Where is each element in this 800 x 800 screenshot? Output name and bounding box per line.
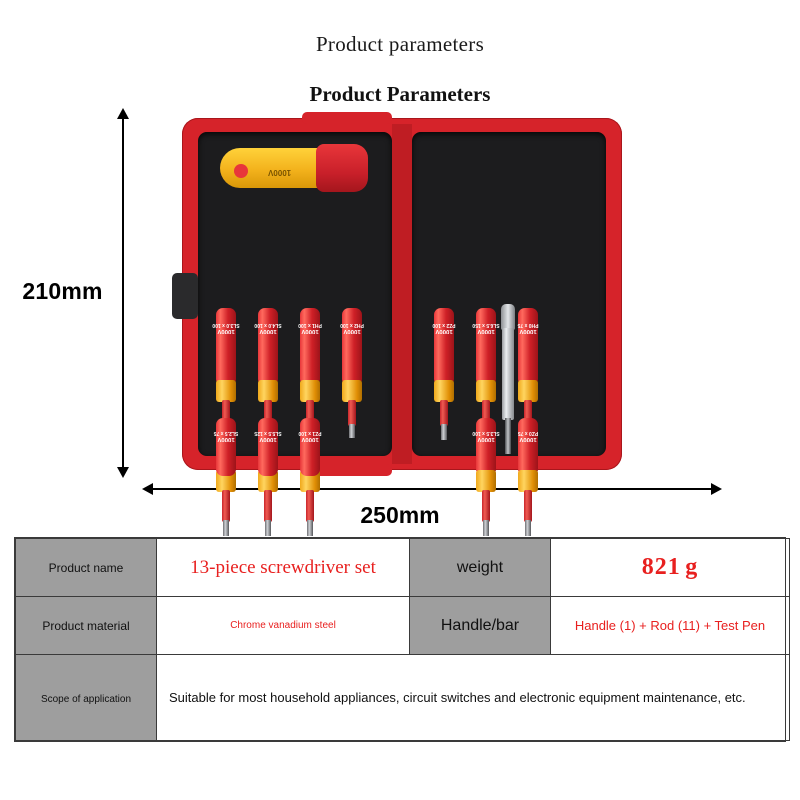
cell-scope-label bbox=[16, 655, 157, 741]
driver-label: 1000V SL5.5 x 125 bbox=[254, 430, 282, 442]
cell-product-name-label: Product name bbox=[16, 539, 157, 597]
driver-label: 1000V SL6.5 x 150 bbox=[472, 322, 500, 334]
driver-shaft bbox=[348, 400, 356, 426]
driver-label: 1000V PZ2 x 100 bbox=[432, 322, 456, 334]
scope-label-text: Scope of application bbox=[40, 693, 132, 705]
specification-table bbox=[14, 537, 786, 742]
page-title-english: Product parameters bbox=[315, 32, 485, 56]
table-row bbox=[16, 539, 790, 597]
test-pen-body bbox=[502, 328, 514, 420]
driver-label: 1000V PH0 x 75 bbox=[517, 322, 539, 334]
driver-band bbox=[518, 470, 538, 492]
test-pen-cap bbox=[501, 304, 515, 330]
driver-tip bbox=[223, 520, 229, 536]
driver-band bbox=[476, 470, 496, 492]
height-dimension-arrow bbox=[122, 118, 124, 468]
driver-label: 1000V PH1 x 100 bbox=[298, 322, 322, 334]
test-pen-tip bbox=[505, 418, 511, 454]
driver-label: 1000V SL4.0 x 100 bbox=[254, 322, 282, 334]
driver-bit-11 bbox=[434, 308, 454, 440]
driver-label: 1000V SL3.0 x 100 bbox=[212, 322, 240, 334]
driver-grip bbox=[476, 418, 496, 476]
weight-unit: g bbox=[685, 554, 699, 580]
driver-tip bbox=[483, 520, 489, 536]
cell-handle-bar-label bbox=[410, 597, 551, 655]
driver-label: 1000V SL2.5 x 75 bbox=[213, 430, 239, 442]
driver-bit-9 bbox=[254, 418, 282, 538]
driver-grip bbox=[216, 418, 236, 476]
driver-label: 1000V PZ1 x 100 bbox=[298, 430, 322, 442]
cell-scope-value bbox=[157, 655, 790, 741]
weight-number: 821 bbox=[641, 554, 681, 580]
driver-label: 1000V PZ0 x 75 bbox=[517, 430, 539, 442]
driver-shaft bbox=[440, 400, 448, 426]
driver-shaft bbox=[222, 490, 230, 522]
width-dimension-label: 250mm bbox=[360, 502, 440, 528]
driver-shaft bbox=[306, 490, 314, 522]
driver-tip bbox=[265, 520, 271, 536]
driver-label: 1000V PH2 x 100 bbox=[340, 322, 364, 334]
driver-bit-8 bbox=[213, 418, 239, 538]
handle-bar-label-text: Handle/bar bbox=[440, 616, 520, 634]
driver-grip bbox=[300, 418, 320, 476]
width-dimension-arrow bbox=[152, 488, 712, 490]
case-latch bbox=[172, 273, 198, 319]
driver-grip bbox=[258, 308, 278, 386]
case-notch-top bbox=[302, 112, 392, 124]
cell-product-name-value: 13-piece screwdriver set bbox=[157, 539, 410, 597]
driver-tip bbox=[441, 424, 447, 440]
handle-cap bbox=[316, 144, 368, 192]
driver-band bbox=[476, 380, 496, 402]
handle-button bbox=[234, 164, 248, 178]
weight-label-text: weight bbox=[456, 558, 504, 576]
driver-bit-10 bbox=[300, 418, 320, 538]
height-dimension-label: 210mm bbox=[22, 278, 103, 304]
handle-grip bbox=[220, 148, 328, 188]
cell-product-material-label: Product material bbox=[16, 597, 157, 655]
driver-bit-14 bbox=[472, 418, 500, 538]
driver-grip bbox=[342, 308, 362, 386]
table-row bbox=[16, 597, 790, 655]
driver-tip bbox=[307, 520, 313, 536]
product-photo bbox=[182, 118, 622, 470]
voltage-test-pen bbox=[500, 304, 516, 454]
driver-tip bbox=[525, 520, 531, 536]
cell-handle-bar-value bbox=[551, 597, 790, 655]
driver-bit-4 bbox=[342, 308, 362, 438]
driver-band bbox=[258, 380, 278, 402]
driver-grip bbox=[300, 308, 320, 386]
driver-grip bbox=[518, 418, 538, 476]
cell-product-material-value: Chrome vanadium steel bbox=[157, 597, 410, 655]
handle-bar-value-text: Handle (1) + Rod (11) + Test Pen bbox=[574, 617, 766, 633]
driver-shaft bbox=[264, 490, 272, 522]
driver-band bbox=[342, 380, 362, 402]
driver-grip bbox=[518, 308, 538, 386]
screwdriver-handle bbox=[220, 142, 368, 194]
driver-shaft bbox=[482, 490, 490, 522]
driver-grip bbox=[476, 308, 496, 386]
table-row bbox=[16, 655, 790, 741]
tool-case bbox=[182, 118, 622, 470]
cell-weight-label bbox=[410, 539, 551, 597]
scope-value-text: Suitable for most household appliances, circuit switches and electronic equipment maintenance, etc. bbox=[169, 690, 746, 705]
case-hinge bbox=[392, 124, 412, 464]
driver-band bbox=[518, 380, 538, 402]
driver-grip bbox=[258, 418, 278, 476]
cell-weight-value bbox=[551, 539, 790, 597]
driver-label: 1000V SL3.5 x 100 bbox=[472, 430, 500, 442]
driver-bit-15 bbox=[518, 418, 538, 538]
driver-band bbox=[300, 380, 320, 402]
driver-grip bbox=[434, 308, 454, 386]
page-title-chinese: Product Parameters bbox=[309, 82, 491, 106]
handle-voltage-marking: 1000V bbox=[268, 168, 292, 177]
driver-tip bbox=[349, 424, 355, 438]
driver-shaft bbox=[524, 490, 532, 522]
driver-band bbox=[434, 380, 454, 402]
